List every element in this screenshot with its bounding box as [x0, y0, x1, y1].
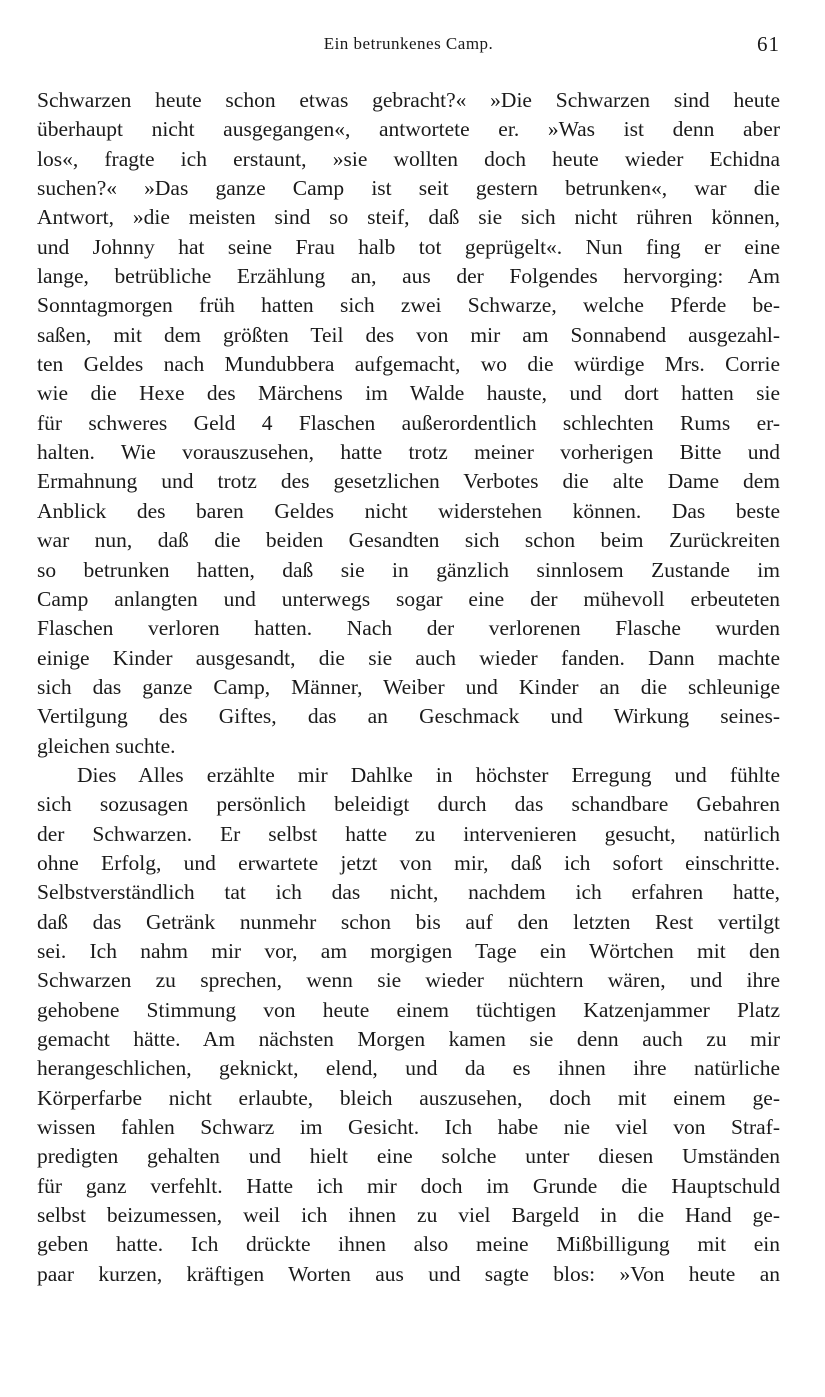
text-line: für schweres Geld 4 Flaschen außerordentlich schlechten Rums er-	[37, 410, 780, 435]
text-line: predigten gehalten und hielt eine solche unter diesen Umständen	[37, 1144, 780, 1169]
text-line: ohne Erfolg, und erwartete jetzt von mir, daß ich sofort einschritte.	[37, 850, 780, 875]
text-line: Körperfarbe nicht erlaubte, bleich auszusehen, doch mit einem ge-	[37, 1085, 780, 1110]
text-line: der Schwarzen. Er selbst hatte zu intervenieren gesucht, natürlich	[37, 821, 780, 846]
text-line: Camp anlangten und unterwegs sogar eine der mühevoll erbeuteten	[37, 586, 780, 611]
text-line: Schwarzen heute schon etwas gebracht?« »Die Schwarzen sind heute	[37, 88, 780, 112]
text-line: paar kurzen, kräftigen Worten aus und sagte blos: »Von heute an	[37, 1261, 780, 1286]
text-line: und Johnny hat seine Frau halb tot geprügelt«. Nun fing er eine	[37, 234, 780, 259]
text-line: sich das ganze Camp, Männer, Weiber und Kinder an die schleunige	[37, 674, 780, 699]
text-line: halten. Wie vorauszusehen, hatte trotz meiner vorherigen Bitte und	[37, 440, 780, 465]
text-line: Vertilgung des Giftes, das an Geschmack und Wirkung seines-	[37, 704, 780, 729]
text-line: Selbstverständlich tat ich das nicht, nachdem ich erfahren hatte,	[37, 880, 780, 905]
text-line: daß das Getränk nunmehr schon bis auf den letzten Rest vertilgt	[37, 909, 780, 934]
text-line: herangeschlichen, geknickt, elend, und da es ihnen ihre natürliche	[37, 1056, 780, 1081]
text-line: geben hatte. Ich drückte ihnen also meine Mißbilligung mit ein	[37, 1232, 780, 1257]
text-line: war nun, daß die beiden Gesandten sich schon beim Zurückreiten	[37, 528, 780, 553]
text-line: für ganz verfehlt. Hatte ich mir doch im Grunde die Hauptschuld	[37, 1173, 780, 1198]
text-line: Sonntagmorgen früh hatten sich zwei Schwarze, welche Pferde be-	[37, 293, 780, 318]
text-line: saßen, mit dem größten Teil des von mir am Sonnabend ausgezahl-	[37, 322, 780, 347]
text-line: überhaupt nicht ausgegangen«, antwortete er. »Was ist denn aber	[37, 117, 780, 142]
body-text	[37, 86, 780, 1289]
text-line: selbst beizumessen, weil ich ihnen zu viel Bargeld in die Hand ge-	[37, 1203, 780, 1228]
text-line: wissen fahlen Schwarz im Gesicht. Ich habe nie viel von Straf-	[37, 1115, 780, 1140]
text-line: Dies Alles erzählte mir Dahlke in höchster Erregung und fühlte	[77, 762, 780, 787]
text-line: einige Kinder ausgesandt, die sie auch wieder fanden. Dann machte	[37, 645, 780, 670]
text-line: Antwort, »die meisten sind so steif, daß sie sich nicht rühren können,	[37, 205, 780, 230]
text-line: Flaschen verloren hatten. Nach der verlorenen Flasche wurden	[37, 616, 780, 641]
running-title: Ein betrunkenes Camp.	[323, 34, 494, 53]
text-line: gemacht hätte. Am nächsten Morgen kamen sie denn auch zu mir	[37, 1027, 780, 1051]
text-line: ten Geldes nach Mundubbera aufgemacht, wo die würdige Mrs. Corrie	[37, 352, 780, 377]
text-line: so betrunken hatten, daß sie in gänzlich sinnlosem Zustande im	[37, 557, 780, 582]
text-line: gehobene Stimmung von heute einem tüchtigen Katzenjammer Platz	[37, 997, 780, 1022]
text-line: wie die Hexe des Märchens im Walde hauste, und dort hatten sie	[37, 381, 780, 406]
text-line: suchen?« »Das ganze Camp ist seit gestern betrunken«, war die	[37, 176, 780, 201]
text-line: Anblick des baren Geldes nicht widerstehen können. Das beste	[37, 498, 780, 523]
text-line: los«, fragte ich erstaunt, »sie wollten doch heute wieder Echidna	[37, 146, 780, 171]
text-line: sich sozusagen persönlich beleidigt durch das schandbare Gebahren	[37, 792, 780, 817]
text-line: Schwarzen zu sprechen, wenn sie wieder nüchtern wären, und ihre	[37, 968, 780, 993]
running-head	[37, 34, 780, 58]
paragraph-2	[37, 761, 780, 1289]
text-line: Ermahnung und trotz des gesetzlichen Verbotes die alte Dame dem	[37, 469, 780, 494]
text-line: gleichen suchte.	[37, 733, 176, 758]
text-line: lange, betrübliche Erzählung an, aus der Folgendes hervorging: Am	[37, 264, 780, 289]
text-line: sei. Ich nahm mir vor, am morgigen Tage ein Wörtchen mit den	[37, 938, 780, 963]
page-number: 61	[757, 32, 780, 56]
paragraph-1	[37, 86, 780, 761]
